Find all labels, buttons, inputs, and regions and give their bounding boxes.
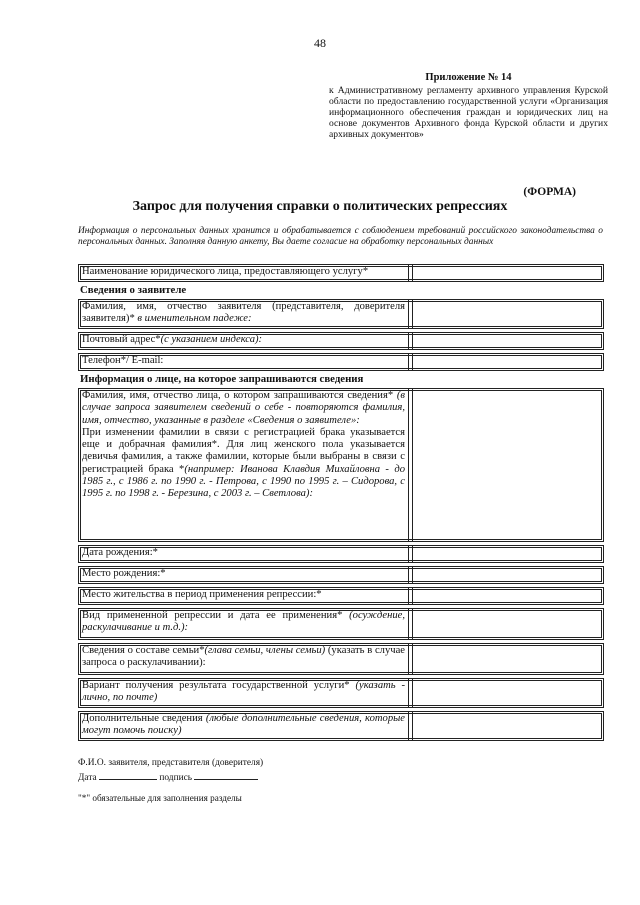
repression-label bbox=[79, 609, 409, 639]
form-row-family bbox=[78, 643, 604, 675]
postal-label bbox=[79, 333, 409, 349]
additional-field[interactable] bbox=[412, 712, 603, 740]
postal-text: Почтовый адрес* bbox=[82, 334, 161, 345]
signature-field[interactable] bbox=[194, 770, 258, 780]
form-row-org bbox=[78, 264, 604, 282]
maiden-name-hint: (например: Иванова Клавдия Михайловна - до 1985 г., с 1986 г. по 1990 г. - Петрова, с 1990 по 1995 г. – Сидорова, с 1995 г. по 1998 г. - Березина, с 2003 г. – Светлова): bbox=[82, 463, 405, 500]
applicant-name-field[interactable] bbox=[412, 300, 603, 328]
form-row-result bbox=[78, 678, 604, 708]
form-row-applicant-name bbox=[78, 299, 604, 329]
form-row-person bbox=[78, 388, 604, 542]
additional-label bbox=[79, 712, 409, 740]
required-footnote: "*" обязательные для заполнения разделы bbox=[78, 793, 242, 803]
applicant-name-text: Фамилия, имя, отчество заявителя (представителя, доверителя заявителя)* bbox=[82, 301, 405, 325]
request-form bbox=[78, 264, 604, 741]
applicant-name-label bbox=[79, 300, 409, 328]
page-number: 48 bbox=[314, 36, 326, 50]
family-note: (указать в случае запроса о раскулачивании): bbox=[82, 645, 405, 669]
repression-field[interactable] bbox=[412, 609, 603, 639]
residence-field[interactable] bbox=[412, 588, 603, 604]
date-field[interactable] bbox=[99, 770, 157, 780]
result-hint: (указать - лично, по почте) bbox=[82, 680, 405, 704]
phone-field[interactable] bbox=[412, 354, 603, 370]
signature-date-row bbox=[78, 770, 263, 785]
result-field[interactable] bbox=[412, 679, 603, 707]
postal-hint: (с указанием индекса): bbox=[160, 334, 263, 345]
birth-place-label: Место рождения:* bbox=[79, 567, 409, 583]
form-row-birth-date bbox=[78, 545, 604, 563]
maiden-name-paragraph bbox=[82, 427, 405, 501]
family-text: Сведения о составе семьи* bbox=[82, 645, 205, 656]
repression-text: Вид примененной репрессии и дата ее применения* bbox=[82, 610, 350, 621]
person-label bbox=[79, 389, 409, 541]
signature-name-line: Ф.И.О. заявителя, представителя (доверителя) bbox=[78, 758, 264, 768]
appendix-block bbox=[329, 72, 608, 141]
additional-hint: (любые дополнительные сведения, которые могут помочь поиску) bbox=[82, 713, 405, 737]
person-name-paragraph bbox=[82, 390, 405, 427]
family-label bbox=[79, 644, 409, 674]
applicant-name-hint: в именительном падеже: bbox=[134, 313, 252, 325]
section-applicant-heading: Сведения о заявителе bbox=[80, 284, 187, 296]
date-label: Дата bbox=[78, 772, 97, 783]
appendix-title: Приложение № 14 bbox=[425, 72, 512, 83]
sign-label: подпись bbox=[159, 772, 193, 783]
form-row-phone bbox=[78, 353, 604, 371]
repression-hint: (осуждение, раскулачивание и т.д.): bbox=[82, 610, 405, 634]
document-title: Запрос для получения справки о политических репрессиях bbox=[132, 199, 508, 214]
birth-place-field[interactable] bbox=[412, 567, 603, 583]
org-name-field[interactable] bbox=[412, 265, 603, 281]
family-field[interactable] bbox=[412, 644, 603, 674]
birth-date-field[interactable] bbox=[412, 546, 603, 562]
result-label bbox=[79, 679, 409, 707]
family-hint: (глава семьи, члены семьи) bbox=[204, 645, 326, 656]
person-name-hint: (в случае запроса заявителем сведений о себе - повторяются фамилия, имя, отчество, указанные в разделе «Сведения о заявителе»: bbox=[82, 390, 405, 426]
residence-label: Место жительства в период применения репрессии:* bbox=[79, 588, 409, 604]
postal-field[interactable] bbox=[412, 333, 603, 349]
result-text: Вариант получения результата государственной услуги* bbox=[82, 680, 356, 691]
section-person-heading: Информация о лице, на которое запрашиваются сведения bbox=[80, 373, 364, 385]
form-row-birth-place bbox=[78, 566, 604, 584]
person-field[interactable] bbox=[412, 389, 603, 541]
birth-date-label: Дата рождения:* bbox=[79, 546, 409, 562]
person-name-text: Фамилия, имя, отчество лица, о котором запрашиваются сведения* bbox=[82, 390, 397, 401]
form-row-repression bbox=[78, 608, 604, 640]
phone-label: Телефон*/ E-mail: bbox=[79, 354, 409, 370]
form-label: (ФОРМА) bbox=[523, 186, 576, 198]
privacy-notice: Информация о персональных данных хранится и обрабатывается с соблюдением требований российского законодательства о персональных данных. Заполняя данную анкету, Вы даете согласие на обработку персональных данных bbox=[78, 226, 603, 248]
form-row-additional bbox=[78, 711, 604, 741]
additional-text: Дополнительные сведения bbox=[82, 713, 206, 724]
form-row-postal bbox=[78, 332, 604, 350]
signature-block bbox=[78, 758, 263, 784]
org-name-label: Наименование юридического лица, предоставляющего услугу* bbox=[79, 265, 409, 281]
form-row-residence bbox=[78, 587, 604, 605]
appendix-text: к Административному регламенту архивного управления Курской области по предоставлению государственной услуги «Организация информационного обеспечения граждан и юридических лиц на основе документов Архивного фонда Курской области и других архивных документов» bbox=[329, 85, 608, 141]
maiden-name-text: При изменении фамилии в связи с регистрацией брака указывается еще и добрачная фамилия*. Для лиц женского пола указывается девичья фамилия, а также фамилии, которые были выбраны в связи с регистрацией брака * bbox=[82, 426, 405, 475]
